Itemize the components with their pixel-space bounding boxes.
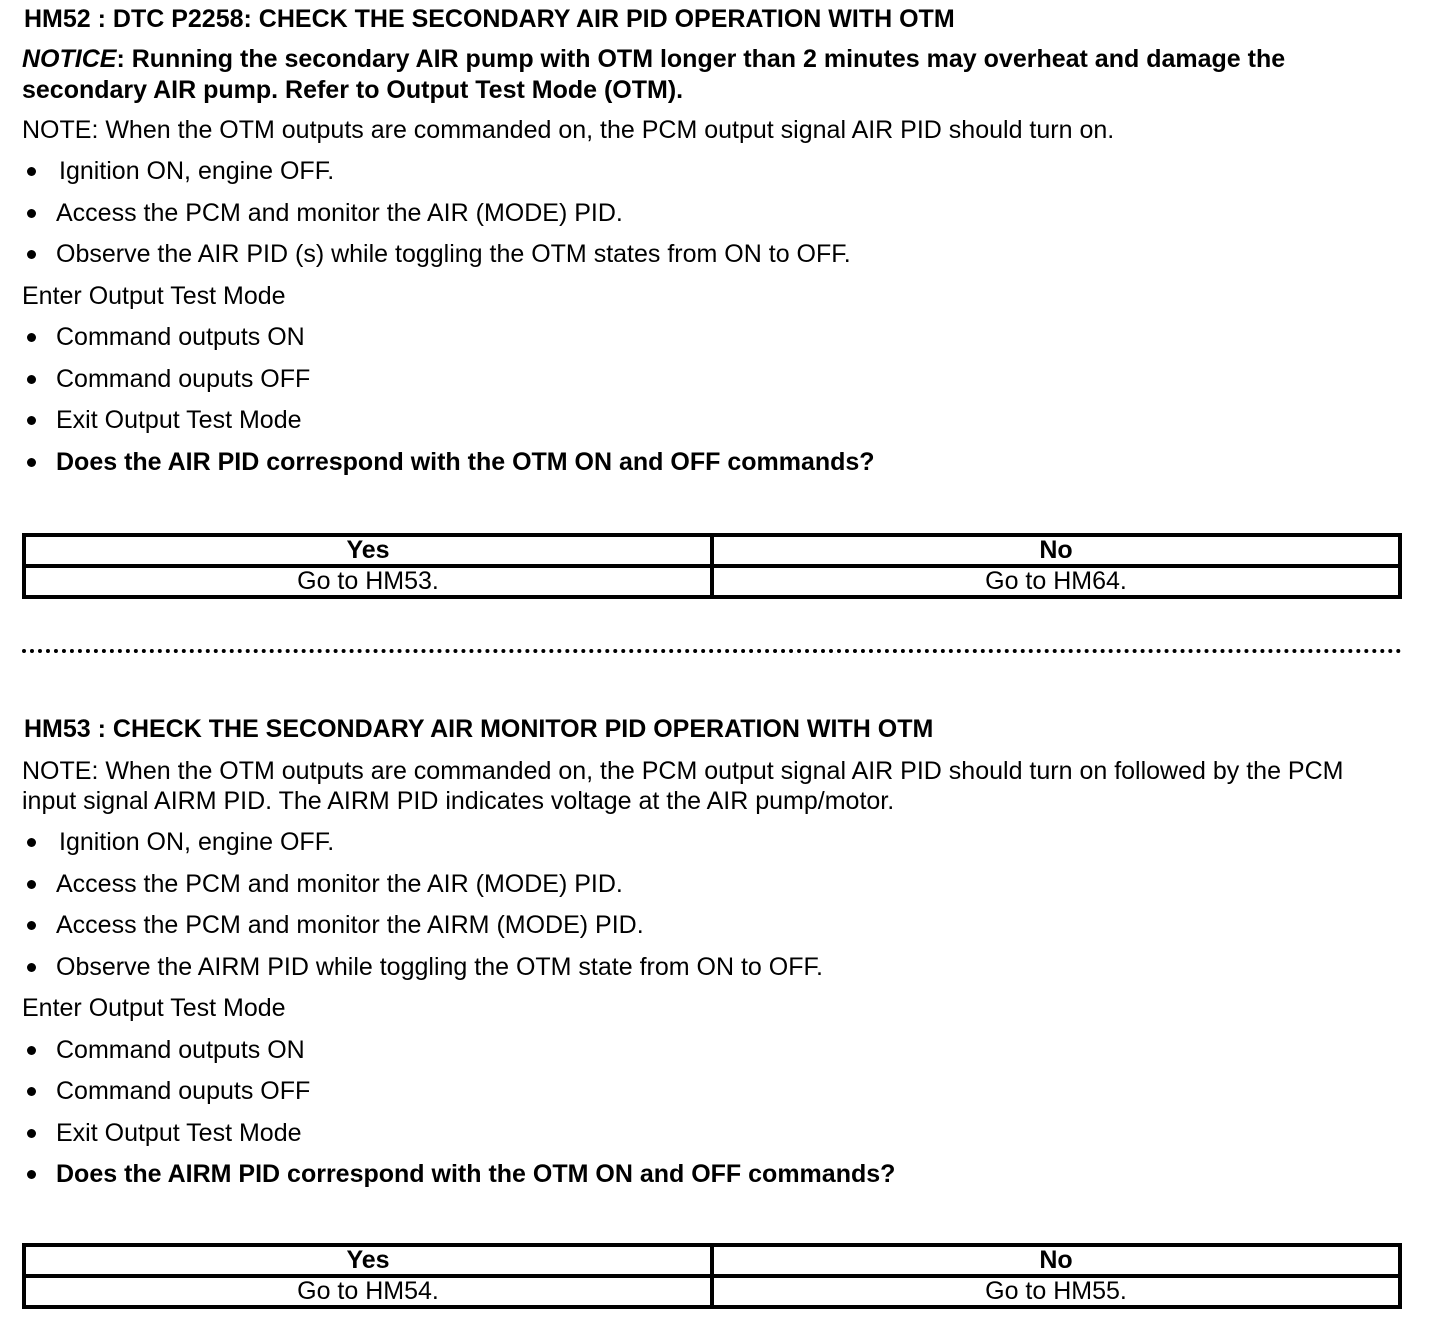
bullet-icon	[27, 1087, 36, 1096]
bullet-icon	[27, 250, 36, 259]
bullet-icon	[27, 838, 36, 847]
otm-step-text: Command outputs ON	[56, 323, 305, 351]
question-text: Does the AIR PID correspond with the OTM ON and OFF commands?	[56, 447, 875, 476]
step-item	[22, 952, 1402, 994]
bullet-icon	[27, 167, 36, 176]
table-row	[24, 1276, 1400, 1307]
otm-label: Enter Output Test Mode	[22, 994, 286, 1022]
otm-step-text: Command ouputs OFF	[56, 364, 311, 393]
section-divider	[22, 649, 1402, 653]
yes-header: Yes	[24, 535, 712, 566]
step-text: Ignition ON, engine OFF.	[59, 157, 335, 185]
step-text: Access the PCM and monitor the AIR (MODE) PID.	[56, 198, 623, 227]
step-item	[22, 869, 1402, 911]
bullet-icon	[27, 1170, 36, 1179]
note-paragraph: NOTE: When the OTM outputs are commanded on, the PCM output signal AIR PID should turn on.	[22, 116, 1115, 144]
otm-step-text: Exit Output Test Mode	[56, 406, 302, 434]
decision-table	[22, 1243, 1402, 1309]
notice-text: : Running the secondary AIR pump with OTM longer than 2 minutes may overheat and damage the secondary AIR pump. Refer to Output Test Mode (OTM).	[22, 45, 1286, 104]
step-text: Access the PCM and monitor the AIRM (MODE) PID.	[56, 911, 644, 939]
yes-header: Yes	[24, 1245, 712, 1276]
otm-step-item	[22, 1118, 1402, 1160]
note-paragraph: NOTE: When the OTM outputs are commanded on, the PCM output signal AIR PID should turn on followed by the PCM input signal AIRM PID. The AIRM PID indicates voltage at the AIR pump/motor.	[22, 757, 1344, 815]
bullet-icon	[27, 1129, 36, 1138]
no-action: Go to HM55.	[712, 1276, 1400, 1307]
otm-step-item	[22, 322, 1402, 364]
no-header: No	[712, 535, 1400, 566]
decision-table	[22, 533, 1402, 599]
no-header: No	[712, 1245, 1400, 1276]
section-heading: HM53 : CHECK THE SECONDARY AIR MONITOR PID OPERATION WITH OTM	[24, 715, 934, 743]
table-header-row	[24, 1245, 1400, 1276]
step-item	[22, 239, 1402, 281]
step-text: Ignition ON, engine OFF.	[59, 828, 335, 856]
otm-step-item	[22, 1035, 1402, 1077]
step-item	[22, 910, 1402, 952]
bullet-icon	[27, 880, 36, 889]
bullet-icon	[27, 333, 36, 342]
bullet-icon	[27, 1046, 36, 1055]
notice-paragraph	[22, 44, 1402, 106]
step-text: Observe the AIRM PID while toggling the OTM state from ON to OFF.	[56, 952, 823, 981]
table-header-row	[24, 535, 1400, 566]
otm-step-item	[22, 364, 1402, 406]
bullet-icon	[27, 416, 36, 425]
yes-action: Go to HM53.	[24, 566, 712, 597]
bullet-icon	[27, 209, 36, 218]
step-item	[22, 198, 1402, 240]
step-item	[22, 827, 1402, 869]
otm-step-item	[22, 405, 1402, 447]
step-item	[22, 156, 1402, 198]
section-heading: HM52 : DTC P2258: CHECK THE SECONDARY AIR PID OPERATION WITH OTM	[24, 5, 955, 33]
question-item	[22, 1159, 1402, 1201]
step-text: Access the PCM and monitor the AIR (MODE) PID.	[56, 869, 623, 898]
bullet-icon	[27, 921, 36, 930]
bullet-icon	[27, 963, 36, 972]
question-item	[22, 447, 1402, 489]
table-row	[24, 566, 1400, 597]
yes-action: Go to HM54.	[24, 1276, 712, 1307]
otm-label: Enter Output Test Mode	[22, 281, 286, 310]
bullet-icon	[27, 375, 36, 384]
section-hm53	[22, 711, 1402, 1201]
otm-step-item	[22, 1076, 1402, 1118]
otm-step-text: Exit Output Test Mode	[56, 1118, 302, 1147]
no-action: Go to HM64.	[712, 566, 1400, 597]
otm-step-text: Command outputs ON	[56, 1035, 305, 1064]
step-text: Observe the AIR PID (s) while toggling the OTM states from ON to OFF.	[56, 240, 851, 268]
notice-label: NOTICE	[22, 45, 117, 73]
question-text: Does the AIRM PID correspond with the OTM ON and OFF commands?	[56, 1160, 896, 1188]
otm-step-text: Command ouputs OFF	[56, 1077, 311, 1105]
section-hm52	[22, 0, 1402, 488]
bullet-icon	[27, 458, 36, 467]
